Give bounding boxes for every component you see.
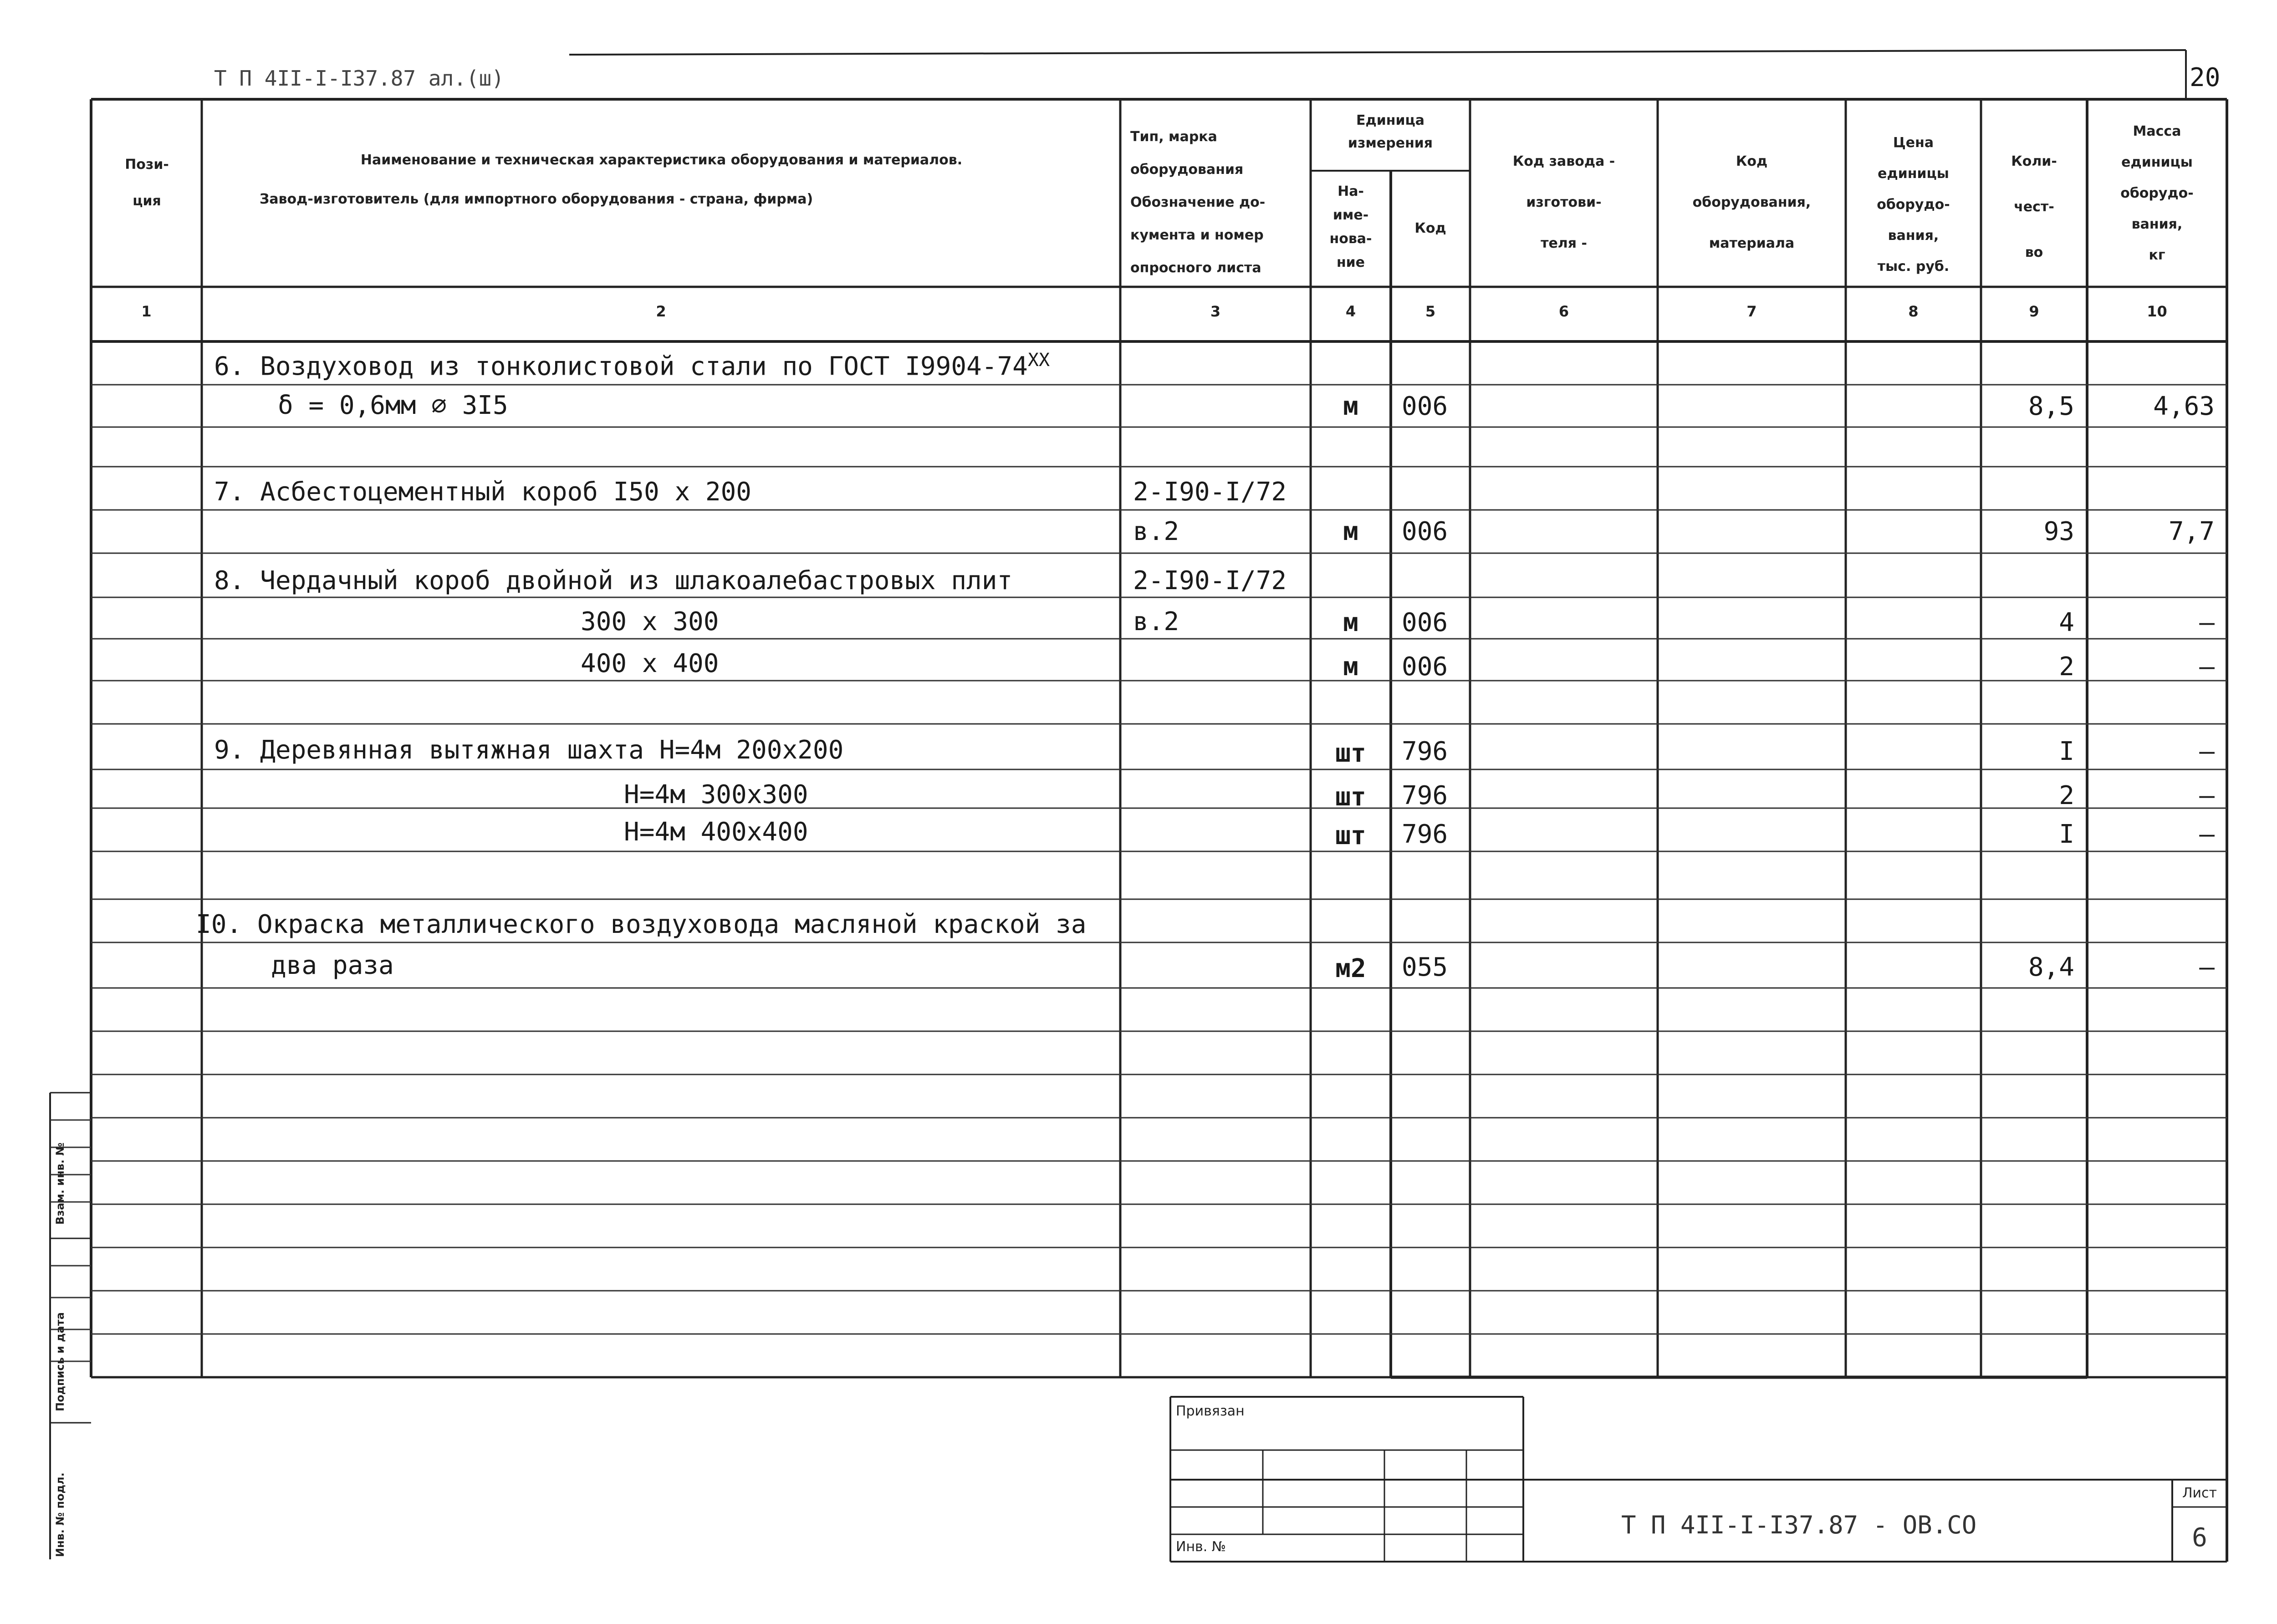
unit-name: м2 <box>1335 954 1366 983</box>
column-number: 9 <box>2029 303 2039 320</box>
header-line: На- <box>1338 183 1364 199</box>
header-equipment-code <box>1659 141 1845 264</box>
header-line: кумента и номер <box>1130 227 1264 243</box>
header-line: Код <box>1736 153 1768 169</box>
unit-mass: – <box>2199 608 2215 637</box>
column-number: 10 <box>2147 303 2167 320</box>
unit-code: 006 <box>1402 652 1448 682</box>
header-unit-code: Код <box>1414 220 1446 236</box>
header-line: оборудо- <box>1877 197 1950 213</box>
unit-code: 796 <box>1402 820 1448 849</box>
quantity: 2 <box>2059 781 2074 810</box>
column-number: 8 <box>1908 303 1919 320</box>
item-name <box>214 350 1050 382</box>
header-mass <box>2088 116 2226 271</box>
inventory-number-label: Инв. № <box>1176 1539 1226 1555</box>
side-label-original-inventory: Инв. № подл. <box>54 1472 66 1557</box>
quantity: 8,5 <box>2028 392 2074 421</box>
quantity: 4 <box>2059 608 2074 637</box>
item-name: Н=4м 300x300 <box>624 780 808 809</box>
header-line: Цена <box>1893 135 1934 151</box>
header-line: име- <box>1333 207 1369 223</box>
header-line: Обозначение до- <box>1130 194 1266 210</box>
document-reference: Т П 4II-I-I37.87 ал.(ш) <box>214 66 504 91</box>
unit-code: 006 <box>1402 392 1448 421</box>
header-line: теля - <box>1541 235 1587 251</box>
header-line: опросного листа <box>1130 260 1261 276</box>
item-name: 400 x 400 <box>581 649 719 678</box>
item-name: 7. Асбестоцементный короб I50 x 200 <box>214 477 752 507</box>
header-line: ние <box>1336 255 1365 270</box>
side-label-signature-date: Подпись и дата <box>54 1312 66 1411</box>
unit-mass: 7,7 <box>2168 517 2215 546</box>
unit-name: м <box>1343 392 1358 421</box>
unit-name: м <box>1343 517 1358 546</box>
header-unit-name <box>1312 180 1390 275</box>
column-number: 4 <box>1345 303 1356 320</box>
document-code: Т П 4II-I-I37.87 - ОВ.СО <box>1621 1511 1977 1539</box>
quantity: 2 <box>2059 652 2074 682</box>
unit-code: 796 <box>1402 781 1448 810</box>
header-line: ция <box>133 193 161 209</box>
header-line: вания, <box>2131 216 2183 232</box>
unit-name: шт <box>1335 821 1366 850</box>
header-line: Единица <box>1356 112 1424 128</box>
header-line: вания, <box>1888 228 1939 244</box>
column-number: 5 <box>1425 303 1436 320</box>
header-line: Завод-изготовитель (для импортного оборудования - страна, фирма) <box>260 191 813 207</box>
header-plant-code <box>1471 141 1657 264</box>
header-line: чест- <box>2014 199 2054 215</box>
header-line: Наименование и техническая характеристика оборудования и материалов. <box>360 152 963 168</box>
column-number: 6 <box>1558 303 1569 320</box>
unit-name: шт <box>1335 782 1366 812</box>
header-line: нова- <box>1329 231 1372 247</box>
unit-mass: 4,63 <box>2153 392 2215 421</box>
header-line: единицы <box>2121 154 2193 170</box>
quantity: I <box>2059 820 2074 849</box>
unit-mass: – <box>2199 952 2215 982</box>
header-line: Коли- <box>2011 153 2057 169</box>
column-number: 3 <box>1210 303 1221 320</box>
unit-name: м <box>1343 652 1358 682</box>
header-line: кг <box>2149 247 2165 263</box>
header-line: единицы <box>1878 166 1949 182</box>
unit-name: м <box>1343 608 1358 637</box>
unit-name: шт <box>1335 738 1366 768</box>
header-line: Тип, марка <box>1130 129 1217 145</box>
sheet-label: Лист <box>2182 1485 2217 1501</box>
header-line: Пози- <box>125 157 169 173</box>
document-ref: 2-I90-I/72 <box>1133 477 1287 507</box>
unit-code: 055 <box>1402 952 1448 982</box>
quantity: I <box>2059 737 2074 766</box>
item-name-superscript: XX <box>1027 350 1050 371</box>
item-name: Н=4м 400x400 <box>624 817 808 847</box>
attached-label: Привязан <box>1176 1403 1245 1419</box>
item-name: два раза <box>271 951 394 980</box>
header-quantity <box>1982 139 2086 275</box>
header-line: оборудования, <box>1692 194 1811 210</box>
unit-code: 796 <box>1402 737 1448 766</box>
header-line: тыс. руб. <box>1877 259 1950 275</box>
unit-mass: – <box>2199 737 2215 766</box>
item-name: 300 x 300 <box>581 607 719 636</box>
page-corner-number: 20 <box>2190 63 2221 92</box>
document-ref: 2-I90-I/72 <box>1133 566 1287 596</box>
item-name: 8. Чердачный короб двойной из шлакоалебастровых плит <box>214 566 1013 596</box>
header-line: оборудования <box>1130 162 1244 178</box>
quantity: 8,4 <box>2028 952 2074 982</box>
header-position <box>93 155 200 211</box>
header-name <box>205 150 1118 209</box>
header-line: оборудо- <box>2120 185 2194 201</box>
unit-mass: – <box>2199 781 2215 810</box>
header-line: изготови- <box>1526 194 1602 210</box>
column-number: 2 <box>656 303 666 320</box>
header-unit-price <box>1847 127 1980 282</box>
unit-code: 006 <box>1402 517 1448 546</box>
item-name: δ = 0,6мм ∅ 3I5 <box>278 391 508 420</box>
unit-mass: – <box>2199 652 2215 682</box>
header-line: Масса <box>2133 123 2181 139</box>
unit-mass: – <box>2199 820 2215 849</box>
document-ref: в.2 <box>1133 607 1179 636</box>
column-number: 7 <box>1746 303 1757 320</box>
column-number: 1 <box>141 303 152 320</box>
header-line: материала <box>1709 235 1795 251</box>
header-line: измерения <box>1348 135 1433 151</box>
unit-code: 006 <box>1402 608 1448 637</box>
document-ref: в.2 <box>1133 517 1179 546</box>
quantity: 93 <box>2043 517 2074 546</box>
header-line: Код завода - <box>1512 153 1615 169</box>
header-unit <box>1312 109 1469 155</box>
sheet-number: 6 <box>2192 1523 2207 1553</box>
side-label-replacement: Взам. инв. № <box>54 1142 66 1225</box>
item-name: I0. Окраска металлического воздуховода масляной краской за <box>196 910 1087 939</box>
header-line: во <box>2025 244 2043 260</box>
header-type-mark <box>1121 121 1319 285</box>
item-name: 9. Деревянная вытяжная шахта Н=4м 200x200 <box>214 735 844 765</box>
item-name-text: 6. Воздуховод из тонколистовой стали по ГОСТ I9904-74 <box>214 351 1028 382</box>
